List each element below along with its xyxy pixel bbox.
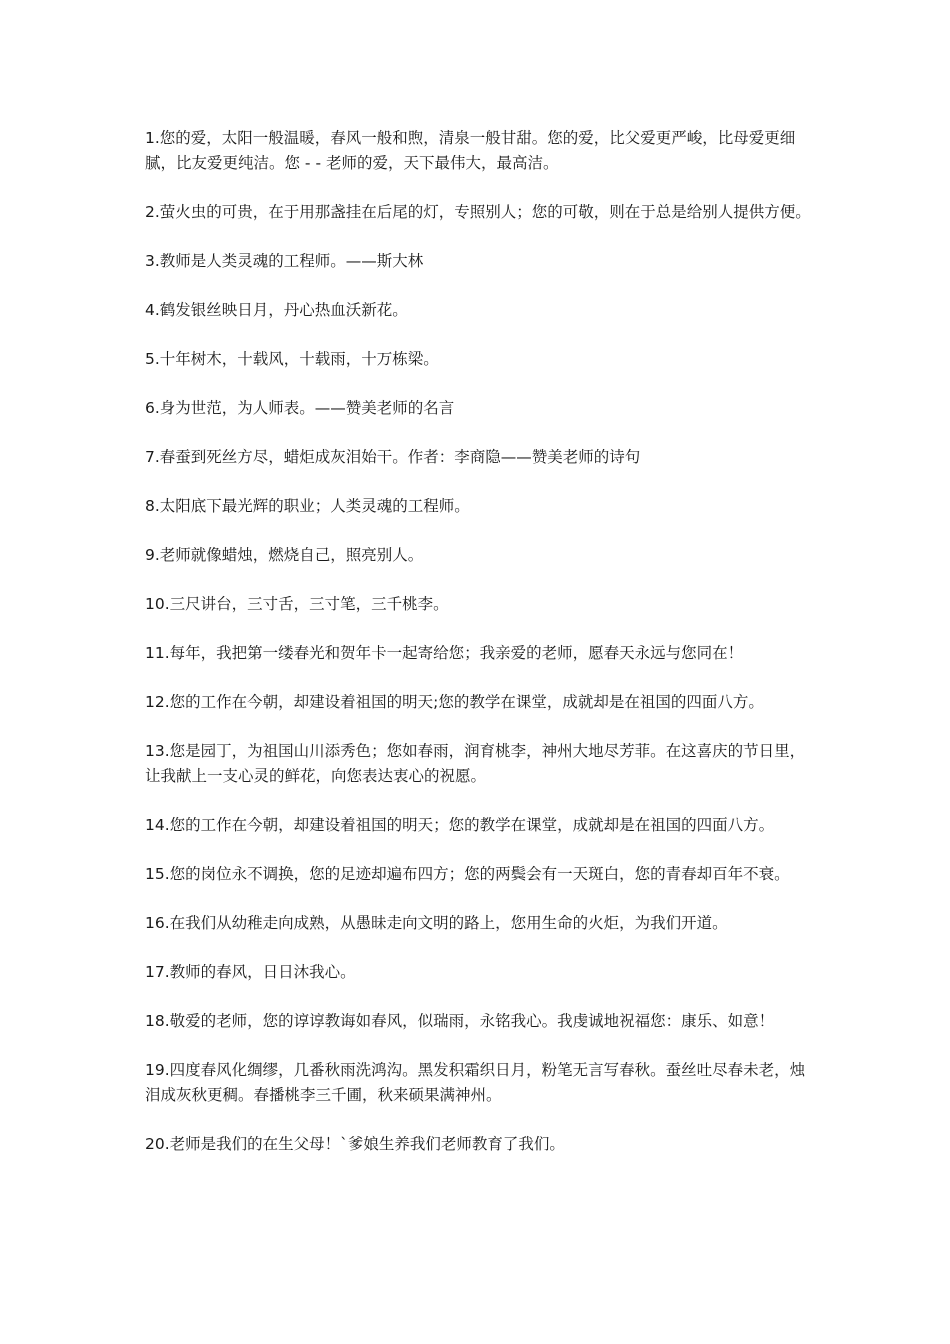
list-item: 7.春蚕到死丝方尽，蜡炬成灰泪始干。作者：李商隐——赞美老师的诗句 <box>145 448 641 466</box>
list-item: 18.敬爱的老师，您的谆谆教诲如春风，似瑞雨，永铭我心。我虔诚地祝福您：康乐、如意！ <box>145 1012 775 1030</box>
list-item: 4.鹤发银丝映日月，丹心热血沃新花。 <box>145 301 408 319</box>
list-item: 9.老师就像蜡烛，燃烧自己，照亮别人。 <box>145 546 424 564</box>
list-item: 11.每年，我把第一缕春光和贺年卡一起寄给您；我亲爱的老师，愿春天永远与您同在！ <box>145 644 744 662</box>
list-item: 10.三尺讲台，三寸舌，三寸笔，三千桃李。 <box>145 595 449 613</box>
list-item: 13.您是园丁，为祖国山川添秀色；您如春雨，润育桃李，神州大地尽芳菲。在这喜庆的节日里，让我献上一支心灵的鲜花，向您表达衷心的祝愿。 <box>145 742 806 785</box>
quote-list <box>145 126 817 1181</box>
list-item: 5.十年树木，十载风，十载雨，十万栋梁。 <box>145 350 439 368</box>
list-item: 1.您的爱，太阳一般温暖，春风一般和煦，清泉一般甘甜。您的爱，比父爱更严峻，比母爱更细腻，比友爱更纯洁。您 - - 老师的爱，天下最伟大，最高洁。 <box>145 129 796 172</box>
list-item: 3.教师是人类灵魂的工程师。——斯大林 <box>145 252 424 270</box>
list-item: 17.教师的春风，日日沐我心。 <box>145 963 356 981</box>
list-item: 19.四度春风化绸缪，几番秋雨洗鸿沟。黑发积霜织日月，粉笔无言写春秋。蚕丝吐尽春未老，烛泪成灰秋更稠。春播桃李三千圃，秋来硕果满神州。 <box>145 1061 806 1104</box>
list-item: 16.在我们从幼稚走向成熟，从愚昧走向文明的路上，您用生命的火炬，为我们开道。 <box>145 914 728 932</box>
list-item: 20.老师是我们的在生父母！`爹娘生养我们老师教育了我们。 <box>145 1135 565 1153</box>
list-item: 14.您的工作在今朝，却建设着祖国的明天；您的教学在课堂，成就却是在祖国的四面八方。 <box>145 816 775 834</box>
list-item: 6.身为世范，为人师表。——赞美老师的名言 <box>145 399 455 417</box>
list-item: 8.太阳底下最光辉的职业；人类灵魂的工程师。 <box>145 497 470 515</box>
list-item: 2.萤火虫的可贵，在于用那盏挂在后尾的灯，专照别人；您的可敬，则在于总是给别人提供方便。 <box>145 203 811 221</box>
list-item: 15.您的岗位永不调换，您的足迹却遍布四方；您的两鬓会有一天斑白，您的青春却百年不衰。 <box>145 865 790 883</box>
list-item: 12.您的工作在今朝，却建设着祖国的明天;您的教学在课堂，成就却是在祖国的四面八方。 <box>145 693 764 711</box>
